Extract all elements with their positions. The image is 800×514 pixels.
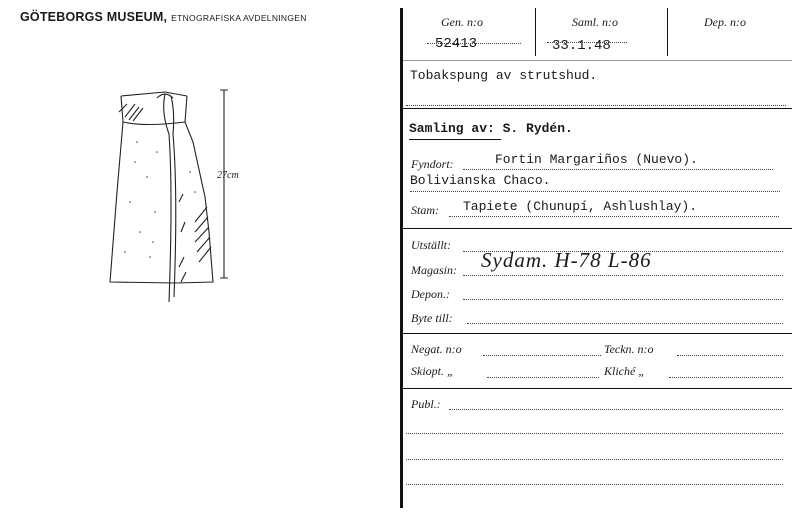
- dep-label: Dep. n:o: [704, 15, 746, 29]
- kliche-label: Kliché „: [604, 364, 645, 378]
- skiopt-label: Skiopt. „: [411, 364, 454, 378]
- gen-label: Gen. n:o: [441, 15, 483, 29]
- stam-value: Tapiete (Chunupí, Ashlushlay).: [463, 199, 698, 214]
- stam-label: Stam:: [411, 203, 439, 217]
- publ-label: Publ.:: [411, 397, 441, 411]
- gen-value: 52413: [435, 36, 478, 52]
- fyndort-label: Fyndort:: [411, 157, 454, 171]
- fyndort-value: Fortin Margariños (Nuevo).: [495, 152, 698, 167]
- object-name: Tobakspung av strutshud.: [410, 68, 598, 83]
- pouch-sketch: [95, 82, 275, 307]
- teckn-label: Teckn. n:o: [604, 342, 654, 356]
- department-name: ETNOGRAFISKA AVDELNINGEN: [171, 13, 307, 23]
- header-divider-2: [667, 8, 668, 56]
- utstallt-label: Utställt:: [411, 238, 452, 252]
- depon-label: Depon.:: [411, 287, 450, 301]
- card-left-border: [400, 8, 403, 508]
- samling: Samling av: S. Rydén.: [409, 121, 573, 136]
- measure-label: 27cm: [217, 170, 239, 181]
- catalog-card: [397, 8, 792, 508]
- header-divider-1: [535, 8, 536, 56]
- museum-name: GÖTEBORGS MUSEUM,: [20, 10, 168, 24]
- byte-label: Byte till:: [411, 311, 453, 325]
- saml-label: Saml. n:o: [572, 15, 618, 29]
- negat-label: Negat. n:o: [411, 342, 462, 356]
- fyndort-value-2: Bolivianska Chaco.: [410, 173, 551, 188]
- magasin-label: Magasin:: [411, 263, 457, 277]
- museum-header: [20, 8, 307, 26]
- saml-value: 33.1.48: [552, 38, 611, 54]
- magasin-value: Sydam. H-78 L-86: [481, 248, 652, 272]
